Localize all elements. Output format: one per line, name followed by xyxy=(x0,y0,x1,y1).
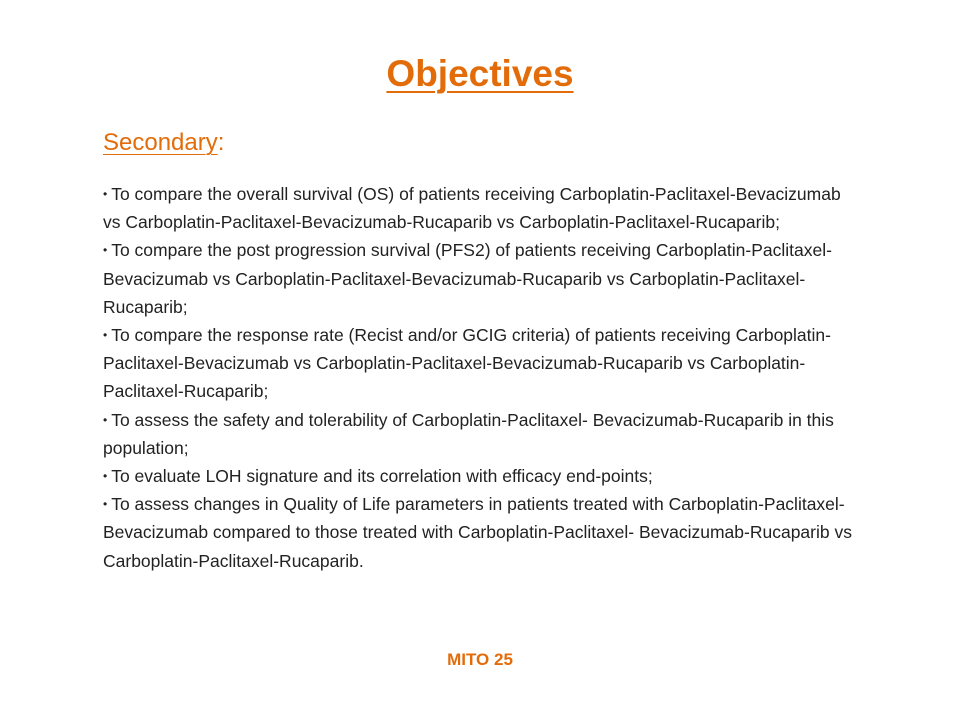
list-item xyxy=(103,490,863,575)
footer-label: MITO 25 xyxy=(447,650,513,669)
section-subtitle xyxy=(103,126,224,160)
list-item xyxy=(103,236,863,321)
list-item xyxy=(103,180,863,236)
section-subtitle-colon: : xyxy=(217,129,225,156)
slide-title xyxy=(0,48,960,100)
bullet-icon: • xyxy=(103,412,108,427)
bullet-icon: • xyxy=(103,469,108,484)
list-item-text: To assess the safety and tolerability of Carboplatin-Paclitaxel- Bevacizumab-Rucaparib in this population; xyxy=(103,409,834,458)
slide-title-text: Objectives xyxy=(386,53,574,94)
list-item-text: To compare the post progression survival (PFS2) of patients receiving Carboplatin-Paclitaxel-Bevacizumab vs Carboplatin-Paclitaxel-Bevacizumab-Rucaparib vs Carboplatin-Paclitaxel-Rucaparib; xyxy=(103,240,832,317)
bullet-icon: • xyxy=(103,187,108,201)
bullet-icon: • xyxy=(103,497,108,512)
section-subtitle-text: Secondary xyxy=(103,129,218,156)
bullet-icon: • xyxy=(103,243,108,258)
list-item xyxy=(103,406,863,462)
list-item xyxy=(103,462,863,490)
list-item-text: To compare the overall survival (OS) of patients receiving Carboplatin-Paclitaxel-Bevacizumab vs Carboplatin-Paclitaxel-Bevacizumab-Rucaparib vs Carboplatin-Paclitaxel-Rucaparib; xyxy=(103,184,841,233)
list-item xyxy=(103,321,863,406)
bullet-icon: • xyxy=(103,328,108,343)
list-item-text: To evaluate LOH signature and its correlation with efficacy end-points; xyxy=(111,466,653,487)
list-item-text: To compare the response rate (Recist and/or GCIG criteria) of patients receiving Carboplatin-Paclitaxel-Bevacizumab vs Carboplatin-Paclitaxel-Bevacizumab-Rucaparib vs Carboplatin-Paclitaxel-Rucaparib; xyxy=(103,325,831,402)
objectives-list xyxy=(103,180,863,575)
list-item-text: To assess changes in Quality of Life parameters in patients treated with Carboplatin-Paclitaxel-Bevacizumab compared to those treated with Carboplatin-Paclitaxel- Bevacizumab-Rucaparib vs Carboplatin-Paclitaxel-Rucaparib. xyxy=(103,494,852,571)
